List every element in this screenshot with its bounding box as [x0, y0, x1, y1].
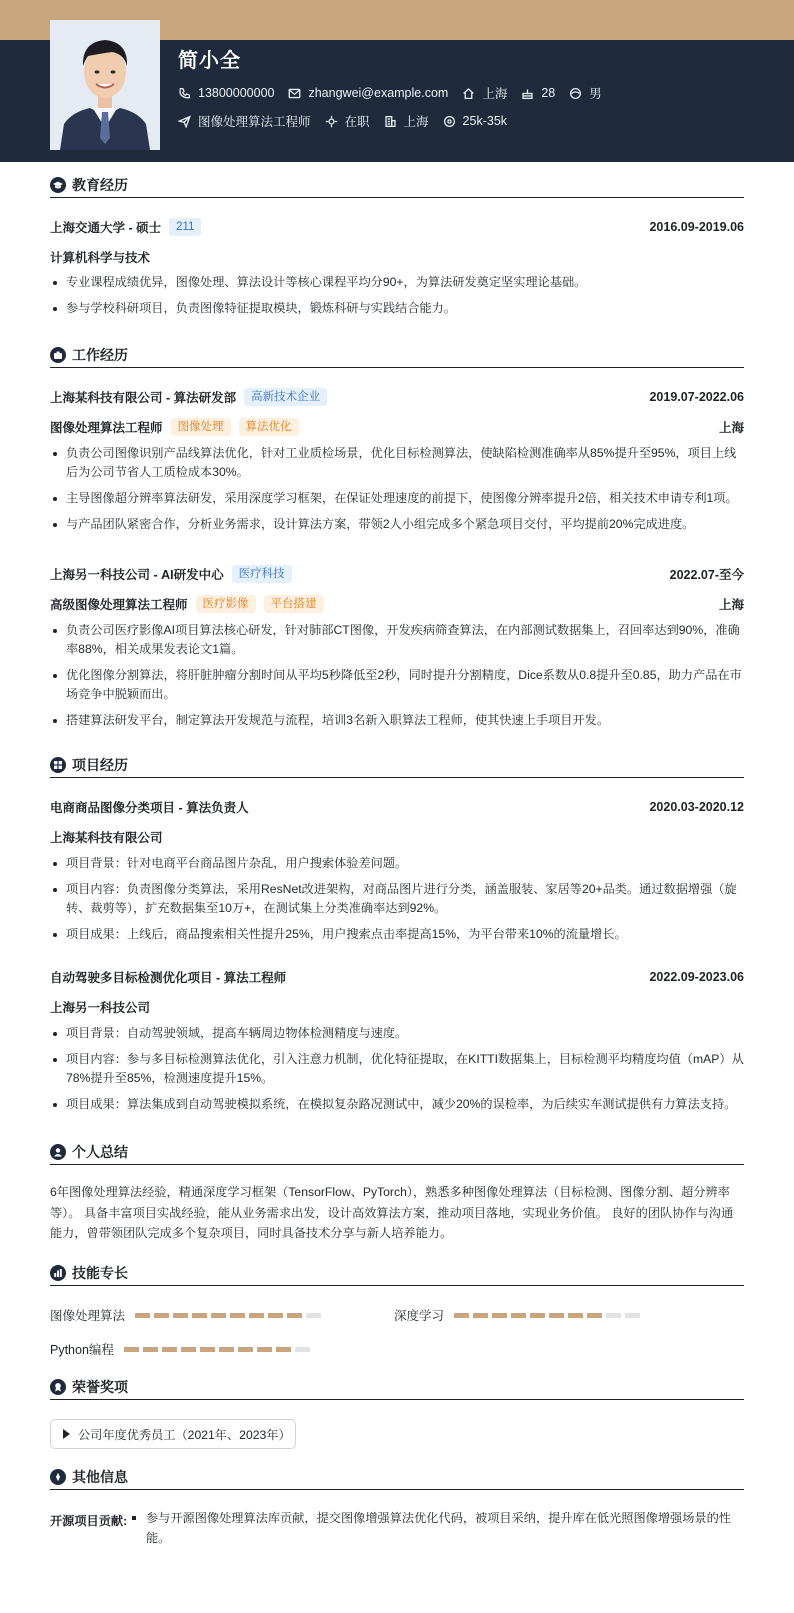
skill-level-segment-filled: [473, 1313, 488, 1318]
skill-level-segment-empty: [295, 1347, 310, 1352]
skill-level-bar: [135, 1313, 325, 1318]
skill-level-segment-filled: [492, 1313, 507, 1318]
list-item: 优化图像分割算法，将肝脏肿瘤分割时间从平均5秒降低至2秒，同时提升分割精度，Dice系数从0.8提升至0.85，助力产品在市场竞争中脱颖而出。: [50, 666, 744, 704]
list-item: 负责公司图像识别产品线算法优化，针对工业质检场景，优化目标检测算法，使缺陷检测准确率从85%提升至95%，项目上线后为公司节省人工质检成本30%。: [50, 444, 744, 482]
age-text: 28: [541, 86, 556, 100]
list-item: 主导图像超分辨率算法研发，采用深度学习框架，在保证处理速度的前提下，使图像分辨率提升2倍，相关技术申请专利1项。: [50, 489, 744, 508]
work-1-location: 上海: [718, 421, 744, 435]
project-2-bullets: [50, 1024, 744, 1121]
project-2-header-row: [50, 968, 744, 986]
skill-level-segment-filled: [257, 1347, 272, 1352]
skill-level-segment-empty: [306, 1313, 321, 1318]
skill-level-segment-filled: [511, 1313, 526, 1318]
skill-level-segment-filled: [143, 1347, 158, 1352]
skill-level-segment-filled: [124, 1347, 139, 1352]
skill-level-segment-filled: [200, 1347, 215, 1352]
avatar-portrait-icon: [50, 20, 160, 150]
project-2-company: 上海另一科技公司: [50, 1001, 151, 1015]
project-1-header-row: [50, 798, 744, 816]
skill-level-segment-filled: [530, 1313, 545, 1318]
skill-level-segment-filled: [162, 1347, 177, 1352]
email-text: zhangwei@example.com: [308, 86, 449, 100]
skill-level-bar: [454, 1313, 644, 1318]
summary-text: 6年图像处理算法经验，精通深度学习框架（TensorFlow、PyTorch），熟悉多种图像处理算法（目标检测、图像分割、超分辨率等）。 具备丰富项目实战经验，能从业务需求出发，设计高效算法方案，推动项目落地，实现业务价值。 良好的团队协作与沟通能力，曾带领团队完成多个复杂项目，同时具备技术分享与新人培养能力。: [50, 1185, 734, 1240]
section-projects-label: 项目经历: [72, 756, 128, 773]
phone-icon: [178, 87, 191, 100]
work-2-tag-2: 平台搭建: [264, 595, 324, 613]
section-other-title: [50, 1464, 744, 1490]
bar-chart-icon: [50, 1265, 66, 1281]
cake-icon: [521, 87, 534, 100]
skill-level-segment-filled: [135, 1313, 150, 1318]
work-1-title-row: [50, 418, 744, 436]
section-projects-title: [50, 752, 744, 778]
target-job-info: [178, 112, 311, 130]
work-1-tag-2: 算法优化: [239, 418, 299, 436]
salary-icon: [443, 115, 456, 128]
salary-info: [443, 114, 507, 128]
section-summary-label: 个人总结: [72, 1143, 128, 1160]
skill-name: 图像处理算法: [50, 1309, 126, 1323]
skill-level-segment-filled: [211, 1313, 226, 1318]
skill-level-segment-filled: [454, 1313, 469, 1318]
section-work-title: [50, 342, 744, 368]
list-item: 项目内容：负责图像分类算法，采用ResNet改进架构，对商品图片进行分类，涵盖服装、家居等20+品类。通过数据增强（旋转、裁剪等），扩充数据集至10万+，在测试集上分类准确率达到92%。: [50, 880, 744, 918]
building-icon: [384, 115, 397, 128]
education-period: 2016.09-2019.06: [649, 220, 744, 234]
city-info: [462, 84, 507, 102]
mail-icon: [288, 87, 301, 100]
skill-name: 深度学习: [394, 1309, 445, 1323]
education-tag: 211: [169, 218, 201, 236]
skill-item: [394, 1306, 644, 1324]
skill-name: Python编程: [50, 1343, 114, 1357]
age-info: [521, 86, 555, 100]
education-school: 上海交通大学 - 硕士: [50, 221, 162, 235]
list-item: 项目内容：参与多目标检测算法优化，引入注意力机制，优化特征提取，在KITTI数据集上，目标检测平均精度均值（mAP）从78%提升至85%，检测速度提升15%。: [50, 1050, 744, 1088]
target-city-info: [384, 112, 429, 130]
education-bullets: [50, 273, 744, 325]
job-intent-row: [178, 112, 521, 130]
skill-level-segment-filled: [568, 1313, 583, 1318]
project-2-name: 自动驾驶多目标检测优化项目 - 算法工程师: [50, 971, 287, 985]
list-item: 项目成果：上线后，商品搜索相关性提升25%，用户搜索点击率提高15%，为平台带来10%的流量增长。: [50, 925, 744, 944]
skill-level-segment-filled: [219, 1347, 234, 1352]
city-text: 上海: [482, 87, 508, 101]
target-city-text: 上海: [403, 115, 429, 129]
candidate-name: 简小全: [178, 50, 241, 72]
project-1-bullets: [50, 854, 744, 951]
skill-level-segment-filled: [230, 1313, 245, 1318]
email-info: [288, 86, 448, 100]
list-item: 负责公司医疗影像AI项目算法核心研发，针对肺部CT图像，开发疾病筛查算法，在内部测试数据集上，召回率达到90%，准确率88%，相关成果发表论文1篇。: [50, 621, 744, 659]
phone-text: 13800000000: [198, 86, 275, 100]
gender-icon: [569, 87, 582, 100]
briefcase-icon: [50, 347, 66, 363]
work-1-period: 2019.07-2022.06: [649, 390, 744, 404]
list-item: 专业课程成绩优异，图像处理、算法设计等核心课程平均分90+，为算法研发奠定坚实理论基础。: [50, 273, 744, 292]
work-1-header-row: [50, 388, 744, 406]
avatar: [50, 20, 160, 150]
skill-level-segment-filled: [181, 1347, 196, 1352]
section-awards-label: 荣誉奖项: [72, 1378, 128, 1395]
medal-icon: [50, 1379, 66, 1395]
project-1-name: 电商商品图像分类项目 - 算法负责人: [50, 801, 249, 815]
work-2-location: 上海: [718, 598, 744, 612]
grid-icon: [50, 757, 66, 773]
project-2-period: 2022.09-2023.06: [649, 970, 744, 984]
skill-level-segment-filled: [276, 1347, 291, 1352]
salary-text: 25k-35k: [462, 114, 508, 128]
other-label: 开源项目贡献:: [50, 1514, 128, 1528]
work-1-company-tag: 高新技术企业: [244, 388, 327, 406]
work-1-company: 上海某科技有限公司 - 算法研发部: [50, 391, 237, 405]
status-icon: [325, 115, 338, 128]
graduation-cap-icon: [50, 177, 66, 193]
work-1-bullets: [50, 444, 744, 541]
status-info: [325, 112, 370, 130]
list-item: 搭建算法研发平台，制定算法开发规范与流程，培训3名新入职算法工程师，使其快速上手项目开发。: [50, 711, 744, 730]
list-item: 项目成果：算法集成到自动驾驶模拟系统，在模拟复杂路况测试中，减少20%的误检率，为后续实车测试提供有力算法支持。: [50, 1095, 744, 1114]
home-icon: [462, 87, 475, 100]
skill-level-segment-empty: [606, 1313, 621, 1318]
work-2-company-tag: 医疗科技: [232, 565, 292, 583]
award-text: 公司年度优秀员工（2021年、2023年）: [78, 1427, 291, 1442]
section-summary-title: [50, 1139, 744, 1165]
gender-info: [569, 84, 602, 102]
caret-right-icon: [63, 1429, 70, 1439]
skill-level-segment-filled: [192, 1313, 207, 1318]
list-item: 项目背景：自动驾驶领域，提高车辆周边物体检测精度与速度。: [50, 1024, 744, 1043]
section-work-label: 工作经历: [72, 346, 128, 363]
skill-item: [50, 1340, 314, 1358]
project-1-period: 2020.03-2020.12: [649, 800, 744, 814]
work-2-header-row: [50, 565, 744, 583]
list-item: 参与学校科研项目，负责图像特征提取模块，锻炼科研与实践结合能力。: [50, 299, 744, 318]
list-item: 与产品团队紧密合作，分析业务需求，设计算法方案，带领2人小组完成多个紧急项目交付，平均提前20%完成进度。: [50, 515, 744, 534]
target-job-text: 图像处理算法工程师: [198, 115, 311, 129]
list-item: 项目背景：针对电商平台商品图片杂乱，用户搜索体验差问题。: [50, 854, 744, 873]
education-header-row: [50, 218, 744, 236]
user-icon: [50, 1144, 66, 1160]
work-2-title: 高级图像处理算法工程师: [50, 598, 188, 612]
skill-level-segment-filled: [587, 1313, 602, 1318]
section-awards-title: [50, 1374, 744, 1400]
resume-header: [0, 40, 794, 162]
skill-level-segment-filled: [268, 1313, 283, 1318]
work-2-title-row: [50, 595, 744, 613]
work-1-tag-1: 图像处理: [171, 418, 231, 436]
section-education-label: 教育经历: [72, 176, 128, 193]
skill-level-segment-filled: [173, 1313, 188, 1318]
skill-level-segment-filled: [549, 1313, 564, 1318]
section-skills-title: [50, 1260, 744, 1286]
work-2-bullets: [50, 621, 744, 737]
phone-info: [178, 86, 274, 100]
project-1-company: 上海某科技有限公司: [50, 831, 163, 845]
skill-level-segment-filled: [154, 1313, 169, 1318]
skill-level-segment-empty: [625, 1313, 640, 1318]
work-2-company: 上海另一科技公司 - AI研发中心: [50, 568, 224, 582]
skill-level-segment-filled: [238, 1347, 253, 1352]
work-1-title: 图像处理算法工程师: [50, 421, 163, 435]
compass-icon: [50, 1469, 66, 1485]
gender-text: 男: [589, 87, 602, 101]
send-icon: [178, 115, 191, 128]
status-text: 在职: [344, 115, 370, 129]
skill-level-segment-filled: [249, 1313, 264, 1318]
skill-level-segment-filled: [287, 1313, 302, 1318]
section-skills-label: 技能专长: [72, 1264, 128, 1281]
education-major: 计算机科学与技术: [50, 251, 151, 265]
skill-item: [50, 1306, 325, 1324]
other-text: 参与开源图像处理算法库贡献，提交图像增强算法优化代码，被项目采纳，提升库在低光照图像增强场景的性能。: [128, 1508, 744, 1548]
skill-level-bar: [124, 1347, 314, 1352]
basic-info-row: [178, 84, 616, 102]
section-education-title: [50, 172, 744, 198]
section-other-label: 其他信息: [72, 1468, 128, 1485]
work-2-tag-1: 医疗影像: [196, 595, 256, 613]
award-item: [50, 1419, 296, 1449]
work-2-period: 2022.07-至今: [669, 568, 744, 582]
